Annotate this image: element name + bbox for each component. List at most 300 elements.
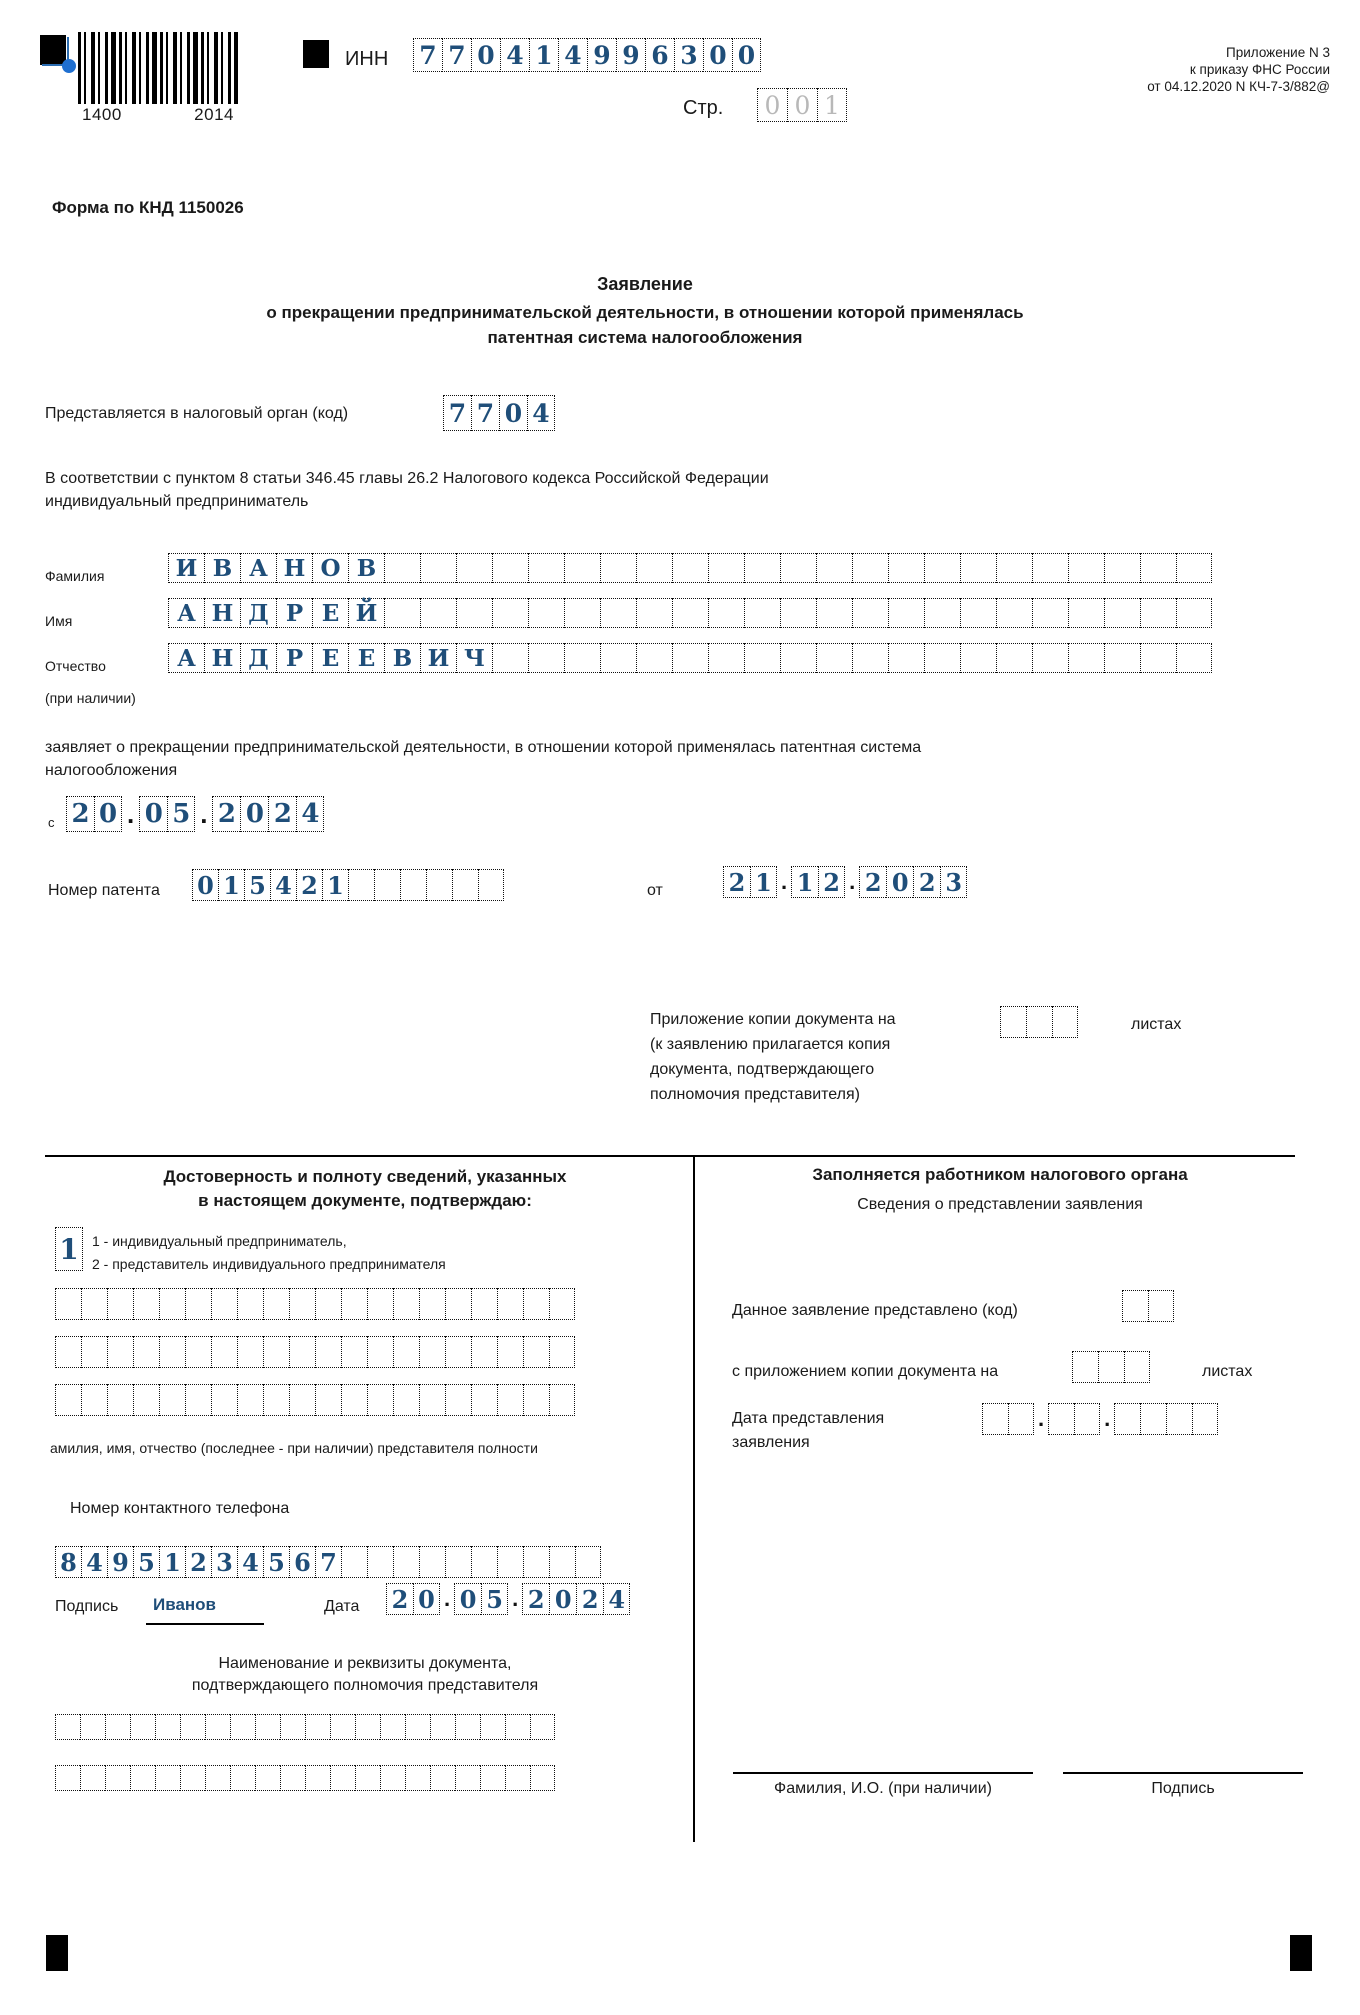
inn-cell[interactable]: 0 <box>703 38 732 72</box>
patronymic-cell[interactable] <box>888 643 924 673</box>
auth-document-cell[interactable] <box>255 1765 280 1791</box>
patent-number-cell[interactable]: 5 <box>244 869 270 901</box>
patronymic-cell[interactable] <box>1140 643 1176 673</box>
firstname-cell[interactable]: Н <box>204 598 240 628</box>
date-cell[interactable]: 2 <box>522 1583 549 1615</box>
patronymic-field[interactable] <box>168 643 1212 673</box>
surname-field[interactable] <box>168 553 1212 583</box>
auth-document-cell[interactable] <box>355 1765 380 1791</box>
representative-cell[interactable] <box>81 1384 107 1416</box>
auth-document-cell[interactable] <box>455 1765 480 1791</box>
representative-cell[interactable] <box>289 1336 315 1368</box>
representative-cell[interactable] <box>445 1288 471 1320</box>
representative-cell[interactable] <box>315 1336 341 1368</box>
representative-cell[interactable] <box>107 1288 133 1320</box>
patronymic-cell[interactable] <box>960 643 996 673</box>
representative-cell[interactable] <box>159 1336 185 1368</box>
date-cell[interactable]: 2 <box>66 796 94 832</box>
representative-cell[interactable] <box>549 1384 575 1416</box>
phone-cell[interactable]: 4 <box>237 1546 263 1578</box>
cessation-date-day[interactable] <box>66 796 122 832</box>
auth-document-cell[interactable] <box>330 1765 355 1791</box>
representative-cell[interactable] <box>341 1384 367 1416</box>
sheets-cell[interactable] <box>1000 1006 1026 1038</box>
official-date-year[interactable] <box>1114 1403 1218 1435</box>
inn-cell[interactable]: 9 <box>616 38 645 72</box>
phone-field[interactable] <box>55 1546 601 1578</box>
phone-cell[interactable] <box>341 1546 367 1578</box>
date-cell[interactable] <box>982 1403 1008 1435</box>
inn-cell[interactable]: 4 <box>558 38 587 72</box>
auth-document-cell[interactable] <box>355 1714 380 1740</box>
phone-cell[interactable] <box>471 1546 497 1578</box>
auth-document-cell[interactable] <box>330 1714 355 1740</box>
surname-cell[interactable] <box>996 553 1032 583</box>
firstname-cell[interactable] <box>1104 598 1140 628</box>
patronymic-cell[interactable]: Е <box>312 643 348 673</box>
surname-cell[interactable] <box>924 553 960 583</box>
patronymic-cell[interactable] <box>672 643 708 673</box>
date-cell[interactable]: 4 <box>603 1583 630 1615</box>
tax-organ-cell[interactable]: 7 <box>471 395 499 431</box>
firstname-cell[interactable] <box>672 598 708 628</box>
firstname-cell[interactable] <box>1140 598 1176 628</box>
patent-number-cell[interactable] <box>348 869 374 901</box>
auth-document-cell[interactable] <box>105 1714 130 1740</box>
inn-cell[interactable]: 7 <box>413 38 442 72</box>
firstname-cell[interactable]: Д <box>240 598 276 628</box>
representative-cell[interactable] <box>211 1336 237 1368</box>
auth-document-cell[interactable] <box>155 1714 180 1740</box>
representative-cell[interactable] <box>237 1288 263 1320</box>
surname-cell[interactable] <box>384 553 420 583</box>
patronymic-cell[interactable] <box>1176 643 1212 673</box>
patronymic-cell[interactable]: А <box>168 643 204 673</box>
representative-cell[interactable] <box>445 1384 471 1416</box>
date-cell[interactable] <box>1008 1403 1034 1435</box>
patronymic-cell[interactable]: И <box>420 643 456 673</box>
representative-cell[interactable] <box>159 1384 185 1416</box>
date-cell[interactable]: 2 <box>723 866 750 898</box>
official-date-day[interactable] <box>982 1403 1034 1435</box>
firstname-cell[interactable] <box>492 598 528 628</box>
surname-cell[interactable] <box>1032 553 1068 583</box>
date-cell[interactable]: 0 <box>549 1583 576 1615</box>
representative-cell[interactable] <box>55 1384 81 1416</box>
patent-date-month[interactable] <box>791 866 845 898</box>
surname-cell[interactable] <box>420 553 456 583</box>
inn-field[interactable] <box>413 38 761 72</box>
surname-cell[interactable]: А <box>240 553 276 583</box>
patronymic-cell[interactable] <box>600 643 636 673</box>
date-cell[interactable] <box>1048 1403 1074 1435</box>
confirm-date-year[interactable] <box>522 1583 630 1615</box>
date-cell[interactable] <box>1114 1403 1140 1435</box>
patronymic-cell[interactable] <box>744 643 780 673</box>
patronymic-cell[interactable] <box>1104 643 1140 673</box>
patent-date-field[interactable] <box>723 866 967 898</box>
phone-cell[interactable] <box>523 1546 549 1578</box>
date-cell[interactable]: 3 <box>940 866 967 898</box>
representative-cell[interactable] <box>133 1288 159 1320</box>
representative-cell[interactable] <box>341 1288 367 1320</box>
representative-cell[interactable] <box>185 1288 211 1320</box>
auth-document-cell[interactable] <box>380 1714 405 1740</box>
firstname-cell[interactable]: Р <box>276 598 312 628</box>
auth-document-cell[interactable] <box>505 1714 530 1740</box>
patronymic-cell[interactable] <box>852 643 888 673</box>
representative-cell[interactable] <box>471 1288 497 1320</box>
auth-document-cell[interactable] <box>155 1765 180 1791</box>
phone-cell[interactable]: 1 <box>159 1546 185 1578</box>
date-cell[interactable] <box>1140 1403 1166 1435</box>
tax-organ-code-field[interactable] <box>443 395 555 431</box>
representative-cell[interactable] <box>133 1384 159 1416</box>
auth-document-cell[interactable] <box>280 1765 305 1791</box>
representative-cell[interactable] <box>393 1288 419 1320</box>
representative-cell[interactable] <box>497 1336 523 1368</box>
representative-cell[interactable] <box>471 1384 497 1416</box>
representative-cell[interactable] <box>523 1384 549 1416</box>
date-cell[interactable]: 2 <box>386 1583 413 1615</box>
inn-cell[interactable]: 6 <box>645 38 674 72</box>
surname-cell[interactable] <box>744 553 780 583</box>
date-cell[interactable] <box>1192 1403 1218 1435</box>
phone-cell[interactable] <box>445 1546 471 1578</box>
surname-cell[interactable] <box>492 553 528 583</box>
patent-number-cell[interactable]: 4 <box>270 869 296 901</box>
representative-cell[interactable] <box>367 1336 393 1368</box>
date-cell[interactable]: 5 <box>481 1583 508 1615</box>
auth-document-cell[interactable] <box>80 1765 105 1791</box>
patronymic-cell[interactable] <box>996 643 1032 673</box>
patronymic-cell[interactable] <box>1068 643 1104 673</box>
representative-cell[interactable] <box>523 1336 549 1368</box>
firstname-cell[interactable] <box>528 598 564 628</box>
representative-cell[interactable] <box>211 1288 237 1320</box>
surname-cell[interactable] <box>960 553 996 583</box>
phone-cell[interactable] <box>575 1546 601 1578</box>
surname-cell[interactable] <box>564 553 600 583</box>
firstname-cell[interactable] <box>924 598 960 628</box>
firstname-cell[interactable] <box>888 598 924 628</box>
auth-document-cell[interactable] <box>205 1714 230 1740</box>
phone-cell[interactable] <box>393 1546 419 1578</box>
official-copy-cell[interactable] <box>1124 1351 1150 1383</box>
official-copy-cell[interactable] <box>1098 1351 1124 1383</box>
phone-cell[interactable] <box>549 1546 575 1578</box>
cessation-date-month[interactable] <box>139 796 195 832</box>
date-cell[interactable] <box>1074 1403 1100 1435</box>
auth-document-cell[interactable] <box>130 1714 155 1740</box>
inn-cell[interactable]: 0 <box>471 38 500 72</box>
patent-number-cell[interactable] <box>400 869 426 901</box>
auth-document-cell[interactable] <box>205 1765 230 1791</box>
representative-cell[interactable] <box>185 1384 211 1416</box>
auth-document-cell[interactable] <box>130 1765 155 1791</box>
phone-cell[interactable]: 5 <box>133 1546 159 1578</box>
submitted-code-field[interactable] <box>1122 1290 1174 1322</box>
patent-date-day[interactable] <box>723 866 777 898</box>
patronymic-cell[interactable] <box>636 643 672 673</box>
representative-cell[interactable] <box>237 1384 263 1416</box>
auth-document-cell[interactable] <box>230 1714 255 1740</box>
patronymic-cell[interactable]: Р <box>276 643 312 673</box>
representative-cell[interactable] <box>185 1336 211 1368</box>
phone-cell[interactable] <box>419 1546 445 1578</box>
representative-cell[interactable] <box>55 1288 81 1320</box>
auth-document-cell[interactable] <box>180 1765 205 1791</box>
representative-name-row-3[interactable] <box>55 1384 575 1416</box>
patent-number-cell[interactable] <box>426 869 452 901</box>
page-cell[interactable]: 0 <box>787 88 817 122</box>
phone-cell[interactable]: 8 <box>55 1546 81 1578</box>
date-cell[interactable]: 2 <box>818 866 845 898</box>
representative-cell[interactable] <box>315 1288 341 1320</box>
auth-document-cell[interactable] <box>105 1765 130 1791</box>
firstname-cell[interactable] <box>1176 598 1212 628</box>
representative-cell[interactable] <box>263 1336 289 1368</box>
patronymic-cell[interactable] <box>528 643 564 673</box>
firstname-cell[interactable] <box>744 598 780 628</box>
representative-cell[interactable] <box>315 1384 341 1416</box>
surname-cell[interactable]: Н <box>276 553 312 583</box>
date-cell[interactable]: 1 <box>750 866 777 898</box>
confirm-code-cells[interactable] <box>55 1227 83 1271</box>
surname-cell[interactable] <box>672 553 708 583</box>
auth-document-cell[interactable] <box>455 1714 480 1740</box>
auth-document-cell[interactable] <box>255 1714 280 1740</box>
auth-document-cell[interactable] <box>55 1765 80 1791</box>
surname-cell[interactable]: В <box>348 553 384 583</box>
firstname-cell[interactable] <box>852 598 888 628</box>
patronymic-cell[interactable] <box>816 643 852 673</box>
date-cell[interactable]: 0 <box>240 796 268 832</box>
representative-cell[interactable] <box>263 1288 289 1320</box>
inn-cell[interactable]: 9 <box>587 38 616 72</box>
patronymic-cell[interactable]: Ч <box>456 643 492 673</box>
cessation-date-year[interactable] <box>212 796 324 832</box>
representative-cell[interactable] <box>211 1384 237 1416</box>
representative-cell[interactable] <box>471 1336 497 1368</box>
surname-cell[interactable]: О <box>312 553 348 583</box>
patent-number-cell[interactable] <box>478 869 504 901</box>
auth-document-cell[interactable] <box>305 1714 330 1740</box>
auth-document-cell[interactable] <box>230 1765 255 1791</box>
inn-cell[interactable]: 0 <box>732 38 761 72</box>
page-cell[interactable]: 1 <box>817 88 847 122</box>
auth-document-cell[interactable] <box>305 1765 330 1791</box>
date-cell[interactable]: 0 <box>454 1583 481 1615</box>
representative-cell[interactable] <box>523 1288 549 1320</box>
patronymic-cell[interactable] <box>1032 643 1068 673</box>
inn-cell[interactable]: 4 <box>500 38 529 72</box>
firstname-cell[interactable]: А <box>168 598 204 628</box>
confirm-code-cell[interactable]: 1 <box>55 1227 83 1271</box>
firstname-cell[interactable] <box>420 598 456 628</box>
representative-cell[interactable] <box>497 1384 523 1416</box>
inn-cell[interactable]: 7 <box>442 38 471 72</box>
auth-document-cell[interactable] <box>505 1765 530 1791</box>
auth-document-row-2[interactable] <box>55 1765 555 1791</box>
date-cell[interactable]: 1 <box>791 866 818 898</box>
representative-cell[interactable] <box>549 1288 575 1320</box>
patronymic-cell[interactable] <box>564 643 600 673</box>
firstname-cell[interactable] <box>600 598 636 628</box>
patronymic-cell[interactable]: Е <box>348 643 384 673</box>
patronymic-cell[interactable] <box>708 643 744 673</box>
sheets-cell[interactable] <box>1052 1006 1078 1038</box>
auth-document-cell[interactable] <box>80 1714 105 1740</box>
representative-cell[interactable] <box>55 1336 81 1368</box>
auth-document-row-1[interactable] <box>55 1714 555 1740</box>
patronymic-cell[interactable]: В <box>384 643 420 673</box>
surname-cell[interactable] <box>852 553 888 583</box>
patronymic-cell[interactable] <box>492 643 528 673</box>
date-cell[interactable]: 2 <box>268 796 296 832</box>
representative-cell[interactable] <box>419 1384 445 1416</box>
surname-cell[interactable] <box>600 553 636 583</box>
date-cell[interactable]: 0 <box>886 866 913 898</box>
auth-document-cell[interactable] <box>180 1714 205 1740</box>
auth-document-cell[interactable] <box>405 1714 430 1740</box>
date-cell[interactable]: 0 <box>413 1583 440 1615</box>
firstname-cell[interactable]: Е <box>312 598 348 628</box>
firstname-cell[interactable] <box>816 598 852 628</box>
firstname-cell[interactable] <box>636 598 672 628</box>
representative-cell[interactable] <box>549 1336 575 1368</box>
representative-name-row-1[interactable] <box>55 1288 575 1320</box>
official-copy-field[interactable] <box>1072 1351 1150 1383</box>
patent-number-cell[interactable]: 1 <box>218 869 244 901</box>
date-cell[interactable]: 0 <box>139 796 167 832</box>
representative-cell[interactable] <box>393 1336 419 1368</box>
representative-cell[interactable] <box>367 1384 393 1416</box>
official-date-month[interactable] <box>1048 1403 1100 1435</box>
patent-number-cell[interactable]: 0 <box>192 869 218 901</box>
representative-cell[interactable] <box>289 1384 315 1416</box>
phone-cell[interactable]: 9 <box>107 1546 133 1578</box>
surname-cell[interactable] <box>1068 553 1104 583</box>
patronymic-cell[interactable]: Н <box>204 643 240 673</box>
surname-cell[interactable] <box>636 553 672 583</box>
representative-cell[interactable] <box>133 1336 159 1368</box>
auth-document-cell[interactable] <box>530 1765 555 1791</box>
phone-cell[interactable] <box>497 1546 523 1578</box>
auth-document-cell[interactable] <box>480 1714 505 1740</box>
official-date-field[interactable] <box>982 1403 1218 1435</box>
auth-document-cell[interactable] <box>280 1714 305 1740</box>
phone-cell[interactable]: 6 <box>289 1546 315 1578</box>
firstname-cell[interactable] <box>384 598 420 628</box>
tax-organ-cell[interactable]: 0 <box>499 395 527 431</box>
auth-document-cell[interactable] <box>530 1714 555 1740</box>
phone-cell[interactable]: 2 <box>185 1546 211 1578</box>
surname-cell[interactable] <box>1104 553 1140 583</box>
date-cell[interactable]: 2 <box>859 866 886 898</box>
surname-cell[interactable]: В <box>204 553 240 583</box>
date-cell[interactable]: 2 <box>913 866 940 898</box>
surname-cell[interactable] <box>1140 553 1176 583</box>
auth-document-cell[interactable] <box>430 1714 455 1740</box>
surname-cell[interactable] <box>528 553 564 583</box>
representative-cell[interactable] <box>445 1336 471 1368</box>
confirm-date-day[interactable] <box>386 1583 440 1615</box>
representative-name-row-2[interactable] <box>55 1336 575 1368</box>
patronymic-cell[interactable] <box>780 643 816 673</box>
representative-cell[interactable] <box>81 1288 107 1320</box>
representative-cell[interactable] <box>263 1384 289 1416</box>
firstname-cell[interactable] <box>456 598 492 628</box>
confirm-date-field[interactable] <box>386 1583 630 1615</box>
firstname-cell[interactable] <box>708 598 744 628</box>
phone-cell[interactable]: 7 <box>315 1546 341 1578</box>
surname-cell[interactable] <box>708 553 744 583</box>
auth-document-cell[interactable] <box>405 1765 430 1791</box>
patent-number-cell[interactable]: 2 <box>296 869 322 901</box>
firstname-field[interactable] <box>168 598 1212 628</box>
representative-cell[interactable] <box>341 1336 367 1368</box>
confirm-code-field[interactable] <box>55 1227 83 1271</box>
phone-cell[interactable]: 4 <box>81 1546 107 1578</box>
firstname-cell[interactable] <box>564 598 600 628</box>
inn-cell[interactable]: 3 <box>674 38 703 72</box>
representative-cell[interactable] <box>419 1288 445 1320</box>
representative-cell[interactable] <box>367 1288 393 1320</box>
inn-cell[interactable]: 1 <box>529 38 558 72</box>
submitted-cell[interactable] <box>1148 1290 1174 1322</box>
representative-cell[interactable] <box>159 1288 185 1320</box>
official-copy-cell[interactable] <box>1072 1351 1098 1383</box>
representative-cell[interactable] <box>419 1336 445 1368</box>
auth-document-cell[interactable] <box>380 1765 405 1791</box>
firstname-cell[interactable] <box>960 598 996 628</box>
page-cell[interactable]: 0 <box>757 88 787 122</box>
phone-cell[interactable] <box>367 1546 393 1578</box>
date-cell[interactable]: 2 <box>212 796 240 832</box>
page-field[interactable] <box>757 88 847 122</box>
auth-document-cell[interactable] <box>55 1714 80 1740</box>
signature-value[interactable]: Иванов <box>153 1595 217 1614</box>
sheets-cell[interactable] <box>1026 1006 1052 1038</box>
representative-cell[interactable] <box>107 1336 133 1368</box>
surname-cell[interactable] <box>456 553 492 583</box>
date-cell[interactable]: 0 <box>94 796 122 832</box>
date-cell[interactable] <box>1166 1403 1192 1435</box>
representative-cell[interactable] <box>393 1384 419 1416</box>
representative-cell[interactable] <box>289 1288 315 1320</box>
patronymic-cell[interactable]: Д <box>240 643 276 673</box>
surname-cell[interactable]: И <box>168 553 204 583</box>
date-cell[interactable]: 5 <box>167 796 195 832</box>
attachment-sheets-field[interactable] <box>1000 1006 1078 1038</box>
patent-number-cell[interactable]: 1 <box>322 869 348 901</box>
surname-cell[interactable] <box>816 553 852 583</box>
surname-cell[interactable] <box>1176 553 1212 583</box>
cessation-date-field[interactable] <box>66 796 324 832</box>
date-cell[interactable]: 4 <box>296 796 324 832</box>
tax-organ-cell[interactable]: 4 <box>527 395 555 431</box>
firstname-cell[interactable]: Й <box>348 598 384 628</box>
firstname-cell[interactable] <box>1068 598 1104 628</box>
submitted-cell[interactable] <box>1122 1290 1148 1322</box>
firstname-cell[interactable] <box>780 598 816 628</box>
confirm-date-month[interactable] <box>454 1583 508 1615</box>
representative-cell[interactable] <box>107 1384 133 1416</box>
surname-cell[interactable] <box>888 553 924 583</box>
representative-cell[interactable] <box>237 1336 263 1368</box>
firstname-cell[interactable] <box>1032 598 1068 628</box>
